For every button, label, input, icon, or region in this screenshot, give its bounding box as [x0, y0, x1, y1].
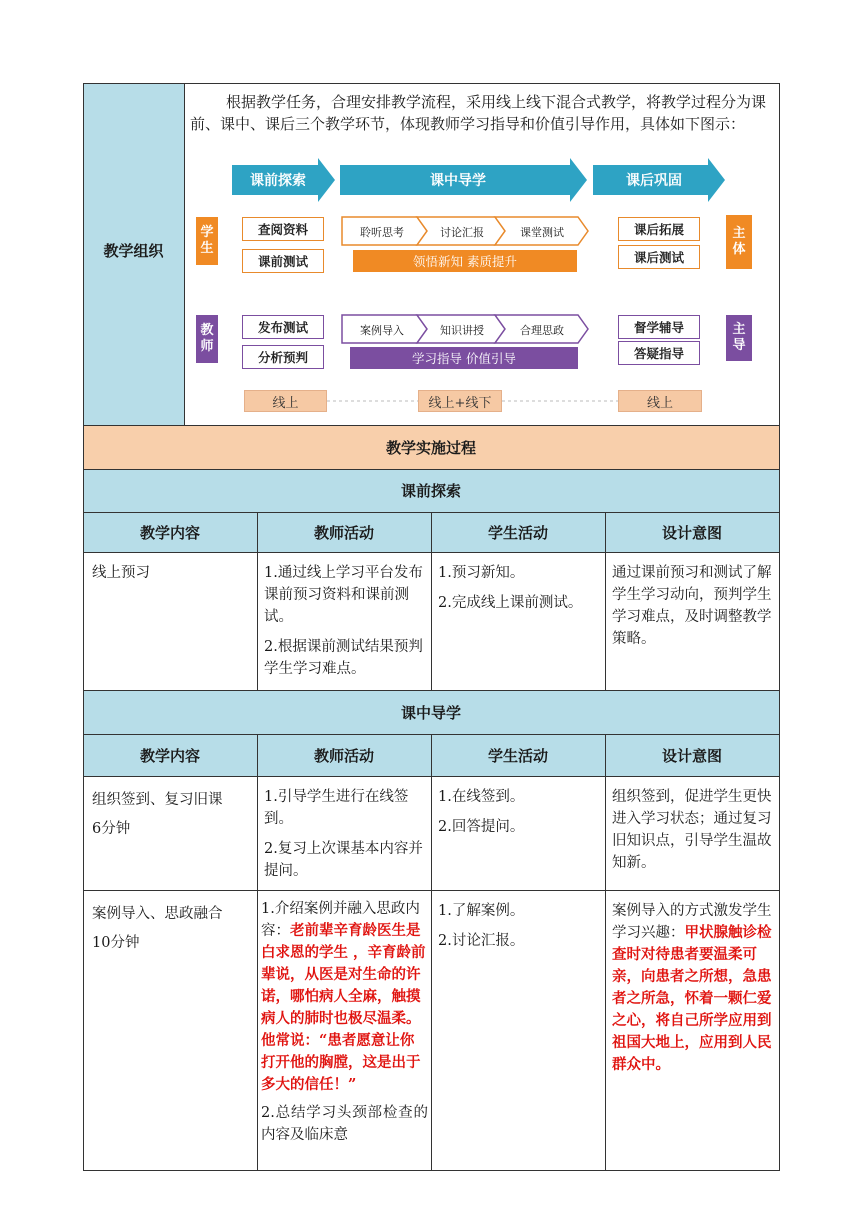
rule [83, 469, 780, 470]
teacher-mid-bar: 学习指导 价值引导 [350, 347, 578, 369]
teacher-step-3-label: 合理思政 [520, 324, 564, 337]
mid-row2-topic: 案例导入、思政融合 [92, 906, 223, 922]
mid-row2-content [92, 900, 254, 958]
mid-row1-student-2: 2.回答提问。 [438, 819, 525, 835]
mid-row1-teacher-2: 2.复习上次课基本内容并提问。 [264, 841, 423, 879]
student-step-3-label: 课堂测试 [520, 226, 564, 239]
pre-title: 课前探索 [83, 469, 779, 512]
rule [83, 425, 780, 426]
teacher-post-2: 答疑指导 [618, 341, 700, 365]
rule [184, 83, 185, 425]
phase-post-label: 课后巩固 [626, 173, 682, 189]
teacher-post-1: 督学辅导 [618, 315, 700, 339]
student-mid-bar: 领悟新知 素质提升 [353, 250, 577, 272]
mid-row1-teacher-1: 1.引导学生进行在线签到。 [264, 789, 409, 827]
pre-student-2: 2.完成线上课前测试。 [438, 595, 583, 611]
rule [83, 690, 780, 691]
rule [431, 734, 432, 1171]
mid-row2-intent [612, 900, 774, 1076]
mid-row2-teacher-intro: 1.介绍案例并融入思政内容： [261, 901, 420, 939]
mid-row2-teacher [261, 898, 428, 1154]
student-step-1-label: 聆听思考 [360, 226, 404, 239]
teacher-step-2-label: 知识讲授 [440, 324, 484, 337]
rule [605, 734, 606, 1171]
teacher-side-tag: 主 导 [726, 315, 752, 361]
org-intro: 根据教学任务，合理安排教学流程，采用线上线下混合式教学，将教学过程分为课前、课中、课后三个教学环节，体现教师学习指导和价值引导作用，具体如下图示： [190, 93, 767, 133]
mid-row2-student [438, 900, 600, 960]
pre-teacher-1: 1.通过线上学习平台发布课前预习资料和课前测试。 [264, 565, 423, 625]
student-tag: 学 生 [196, 217, 218, 265]
mid-row1-student [438, 786, 600, 846]
mid-header-teacher: 教师活动 [313, 746, 374, 765]
pre-teacher-2: 2.根据课前测试结果预判学生学习难点。 [264, 639, 423, 677]
pre-header-student: 学生活动 [487, 523, 548, 542]
pre-header-content: 教学内容 [139, 523, 200, 542]
mid-header-content: 教学内容 [139, 746, 200, 765]
mid-title: 课中导学 [83, 690, 779, 734]
org-diagram [190, 155, 775, 420]
student-post-2: 课后测试 [618, 245, 700, 269]
mid-row2-intent-red: 甲状腺触诊检查时对待患者要温柔可亲，向患者之所想，急患者之所急，怀着一颗仁爱之心，将自己所学应用到祖国大地上，应用到人民群众中。 [612, 924, 772, 1073]
rule [257, 512, 258, 690]
mid-row1-teacher [264, 786, 426, 890]
pre-header-intent: 设计意图 [661, 523, 722, 542]
pre-student [438, 562, 600, 622]
student-step-2-label: 讨论汇报 [440, 226, 484, 239]
rule [431, 512, 432, 690]
mid-row2-duration: 10分钟 [92, 935, 140, 951]
mid-row2-teacher-2: 2.总结学习头颈部检查的内容及临床意 [261, 1105, 428, 1143]
teacher-step-1-label: 案例导入 [360, 324, 404, 337]
mid-row2-student-1: 1.了解案例。 [438, 903, 525, 919]
student-pre-2: 课前测试 [242, 249, 324, 273]
mid-row1-intent: 组织签到，促进学生更快进入学习状态；通过复习旧知识点，引导学生温故知新。 [612, 789, 772, 871]
pre-teacher [264, 562, 426, 688]
mode-online-2: 线上 [618, 390, 702, 412]
mid-header-intent: 设计意图 [661, 746, 722, 765]
mid-header-student: 学生活动 [487, 746, 548, 765]
mid-row1-topic: 组织签到、复习旧课 [92, 792, 223, 808]
pre-student-1: 1.预习新知。 [438, 565, 525, 581]
mid-row2-intent-intro: 案例导入的方式激发学生学习兴趣： [612, 903, 772, 941]
student-pre-1: 查阅资料 [242, 217, 324, 241]
org-label: 教学组织 [103, 242, 164, 260]
phase-pre-label: 课前探索 [250, 173, 306, 189]
teacher-pre-2: 分析预判 [242, 345, 324, 369]
mode-mixed: 线上+线下 [418, 390, 502, 412]
mid-row1-student-1: 1.在线签到。 [438, 789, 525, 805]
rule [83, 83, 84, 1171]
teacher-tag: 教 师 [196, 315, 218, 363]
rule [605, 512, 606, 690]
phase-mid-label: 课中导学 [430, 173, 486, 189]
mid-row2-teacher-red: 老前辈辛育龄医生是白求恩的学生 ，辛育龄前辈说，从医是对生命的许诺，哪怕病人全麻，触摸病人的肺时也极尽温柔。他常说：“患者愿意让你打开他的胸膛，这是出于多大的信任！” [261, 922, 426, 1093]
mode-online-1: 线上 [244, 390, 327, 412]
student-side-tag: 主 体 [726, 215, 752, 269]
pre-header-teacher: 教师活动 [313, 523, 374, 542]
pre-content: 线上预习 [92, 565, 150, 581]
mid-row1-content [92, 786, 254, 844]
rule [779, 83, 780, 1171]
teacher-pre-1: 发布测试 [242, 315, 324, 339]
process-title: 教学实施过程 [83, 425, 779, 469]
rule [257, 734, 258, 1171]
pre-intent: 通过课前预习和测试了解学生学习动向，预判学生学习难点，及时调整教学策略。 [612, 565, 772, 647]
rule [83, 83, 780, 84]
mid-row1-duration: 6分钟 [92, 821, 131, 837]
student-post-1: 课后拓展 [618, 217, 700, 241]
mid-row2-student-2: 2.讨论汇报。 [438, 933, 525, 949]
